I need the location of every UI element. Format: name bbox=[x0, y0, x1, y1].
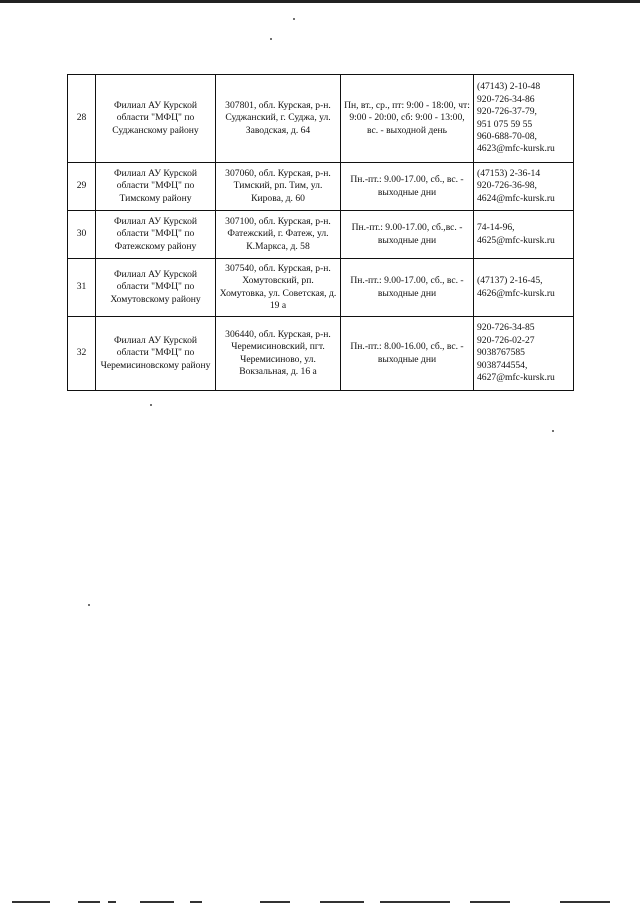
table-row bbox=[68, 75, 574, 163]
scan-speck bbox=[293, 18, 295, 20]
contacts-cell bbox=[474, 75, 574, 163]
scan-top-edge bbox=[0, 0, 640, 3]
row-number: 28 bbox=[68, 75, 96, 163]
branch-name: Филиал АУ Курской области "МФЦ" по Черемисиновскому району bbox=[96, 317, 216, 391]
contact-line: (47153) 2-36-14 bbox=[477, 167, 541, 179]
branch-address: 307060, обл. Курская, р-н. Тимский, рп. Тим, ул. Кирова, д. 60 bbox=[216, 163, 341, 211]
contact-line: 951 075 59 55 bbox=[477, 118, 533, 130]
scan-speck bbox=[552, 430, 554, 432]
working-hours: Пн, вт., ср., пт: 9:00 - 18:00, чт: 9:00 - 20:00, сб: 9:00 - 13:00, вс. - выходной день bbox=[341, 75, 474, 163]
contacts-cell bbox=[474, 317, 574, 391]
contacts-cell bbox=[474, 211, 574, 259]
working-hours: Пн.-пт.: 9.00-17.00, сб., вс. - выходные дни bbox=[341, 163, 474, 211]
row-number: 30 bbox=[68, 211, 96, 259]
branch-name: Филиал АУ Курской области "МФЦ" по Тимскому району bbox=[96, 163, 216, 211]
contact-line: 920-726-34-85 bbox=[477, 322, 535, 334]
mfc-branches-table bbox=[67, 74, 574, 391]
scan-speck bbox=[88, 604, 90, 606]
contact-email: 4625@mfc-kursk.ru bbox=[477, 234, 555, 246]
working-hours: Пн.-пт.: 9.00-17.00, сб., вс. - выходные дни bbox=[341, 259, 474, 317]
scan-bottom-edge bbox=[0, 899, 640, 905]
contact-line: 960-688-70-08, bbox=[477, 130, 537, 142]
contact-email: 4623@mfc-kursk.ru bbox=[477, 143, 555, 155]
branch-name: Филиал АУ Курской области "МФЦ" по Суджанскому району bbox=[96, 75, 216, 163]
branch-name: Филиал АУ Курской области "МФЦ" по Хомутовскому району bbox=[96, 259, 216, 317]
branch-address: 307100, обл. Курская, р-н. Фатежский, г. Фатеж, ул. К.Маркса, д. 58 bbox=[216, 211, 341, 259]
scan-speck bbox=[150, 404, 152, 406]
contact-line: (47137) 2-16-45, bbox=[477, 275, 543, 287]
scan-speck bbox=[270, 38, 272, 40]
table-row bbox=[68, 211, 574, 259]
contact-line: (47143) 2-10-48 bbox=[477, 81, 541, 93]
contact-line: 920-726-37-79, bbox=[477, 106, 537, 118]
row-number: 32 bbox=[68, 317, 96, 391]
branch-address: 306440, обл. Курская, р-н. Черемисиновский, пгт. Черемисиново, ул. Вокзальная, д. 16 а bbox=[216, 317, 341, 391]
contacts-cell bbox=[474, 163, 574, 211]
branch-name: Филиал АУ Курской области "МФЦ" по Фатежскому району bbox=[96, 211, 216, 259]
contact-line: 9038744554, bbox=[477, 359, 528, 371]
contact-line: 9038767585 bbox=[477, 347, 525, 359]
contact-email: 4624@mfc-kursk.ru bbox=[477, 192, 555, 204]
table-row bbox=[68, 163, 574, 211]
working-hours: Пн.-пт.: 8.00-16.00, сб., вс. - выходные дни bbox=[341, 317, 474, 391]
table-row bbox=[68, 259, 574, 317]
table-row bbox=[68, 317, 574, 391]
contact-line: 920-726-02-27 bbox=[477, 334, 535, 346]
contact-line: 74-14-96, bbox=[477, 222, 515, 234]
contact-line: 920-726-34-86 bbox=[477, 93, 535, 105]
contact-line: 920-726-36-98, bbox=[477, 180, 537, 192]
branch-address: 307801, обл. Курская, р-н. Суджанский, г. Суджа, ул. Заводская, д. 64 bbox=[216, 75, 341, 163]
working-hours: Пн.-пт.: 9.00-17.00, сб.,вс. - выходные дни bbox=[341, 211, 474, 259]
row-number: 29 bbox=[68, 163, 96, 211]
contact-email: 4627@mfc-kursk.ru bbox=[477, 372, 555, 384]
branch-address: 307540, обл. Курская, р-н. Хомутовский, рп. Хомутовка, ул. Советская, д. 19 а bbox=[216, 259, 341, 317]
row-number: 31 bbox=[68, 259, 96, 317]
contacts-cell bbox=[474, 259, 574, 317]
contact-email: 4626@mfc-kursk.ru bbox=[477, 287, 555, 299]
